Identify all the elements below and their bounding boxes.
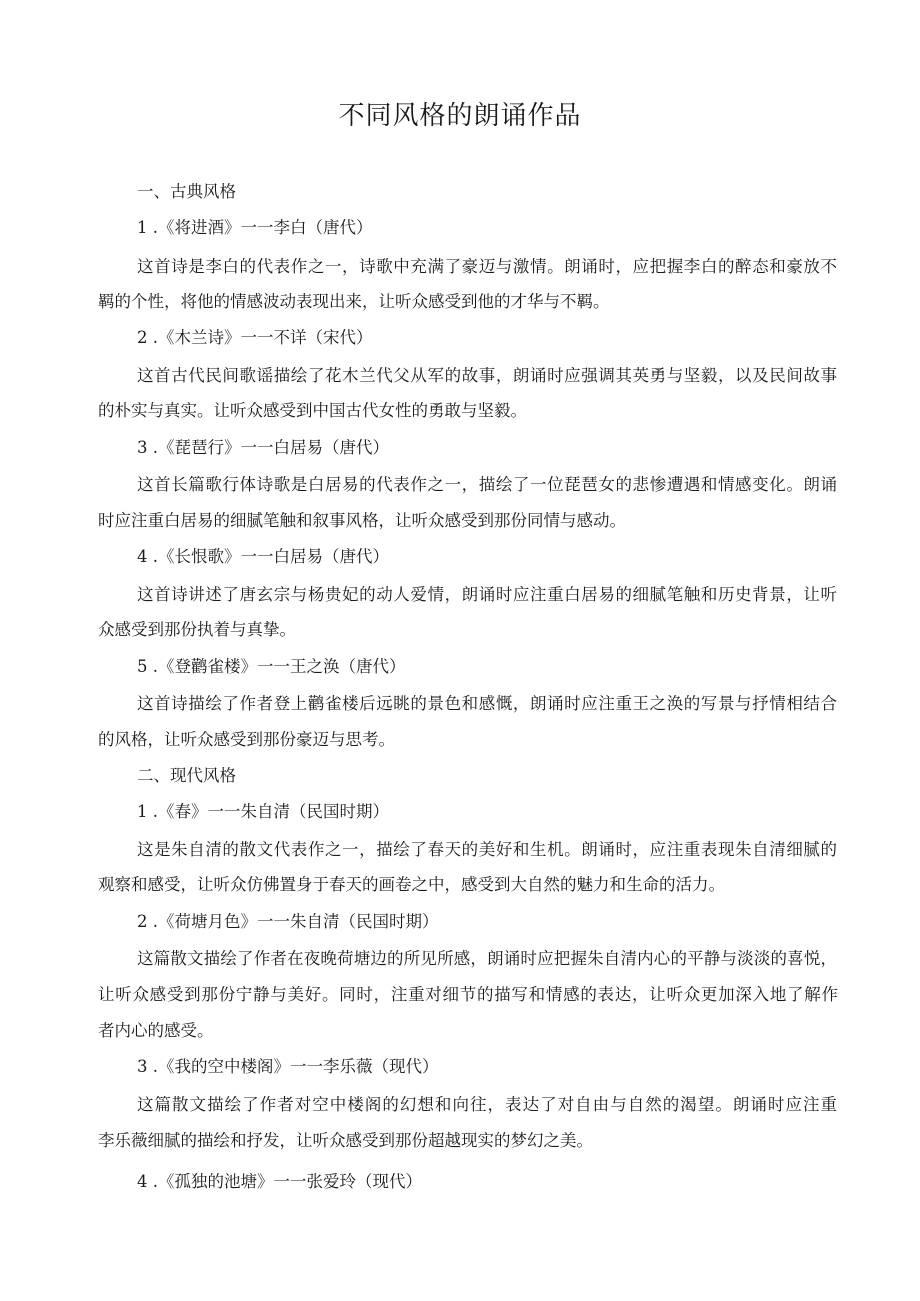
paragraph-line: 这是朱自清的散文代表作之一，描绘了春天的美好和生机。朗诵时，应注重表现朱自清细腻的	[137, 840, 837, 859]
paragraph-line: 众感受到那份执着与真挚。	[98, 620, 296, 639]
work-title: 3 .《我的空中楼阁》一一李乐薇（现代）	[137, 1057, 439, 1076]
paragraph-line: 观察和感受，让听众仿佛置身于春天的画卷之中，感受到大自然的魅力和生命的活力。	[98, 875, 725, 894]
poem-title: 1 .《将进酒》一一李白（唐代）	[137, 218, 373, 237]
poem-title: 5 .《登鹳雀楼》一一王之涣（唐代）	[137, 657, 406, 676]
paragraph-line: 时应注重白居易的细腻笔触和叙事风格，让听众感受到那份同情与感动。	[98, 511, 626, 530]
paragraph-line: 李乐薇细腻的描绘和抒发，让听众感受到那份超越现实的梦幻之美。	[98, 1131, 593, 1150]
poem-title: 3 .《琵琶行》一一白居易（唐代）	[137, 438, 389, 457]
section-heading-modern: 二、现代风格	[137, 766, 236, 785]
paragraph-line: 这篇散文描绘了作者对空中楼阁的幻想和向往，表达了对自由与自然的渴望。朗诵时应注重	[137, 1095, 837, 1114]
work-title: 4 .《孤独的池塘》一一张爱玲（现代）	[137, 1172, 422, 1191]
paragraph-line: 这首诗是李白的代表作之一，诗歌中充满了豪迈与激情。朗诵时，应把握李白的醉态和豪放不	[137, 257, 837, 276]
page-title: 不同风格的朗诵作品	[338, 101, 582, 131]
work-title: 1 .《春》一一朱自清（民国时期）	[137, 802, 389, 821]
work-title: 2 .《荷塘月色》一一朱自清（民国时期）	[137, 912, 439, 931]
paragraph-line: 这首诗描绘了作者登上鹳雀楼后远眺的景色和感慨，朗诵时应注重王之涣的写景与抒情相结合	[137, 694, 837, 713]
poem-title: 2 .《木兰诗》一一不详（宋代）	[137, 328, 373, 347]
paragraph-line: 这首长篇歌行体诗歌是白居易的代表作之一，描绘了一位琵琶女的悲惨遭遇和情感变化。朗诵	[137, 475, 837, 494]
paragraph-line: 羁的个性，将他的情感波动表现出来，让听众感受到他的才华与不羁。	[98, 292, 610, 311]
paragraph-line: 让听众感受到那份宁静与美好。同时，注重对细节的描写和情感的表达，让听众更加深入地了解作	[98, 985, 838, 1004]
paragraph-line: 的风格，让听众感受到那份豪迈与思考。	[98, 730, 395, 749]
paragraph-line: 这首古代民间歌谣描绘了花木兰代父从军的故事，朗诵时应强调其英勇与坚毅，以及民间故事	[137, 366, 837, 385]
paragraph-line: 者内心的感受。	[98, 1021, 214, 1040]
paragraph-line: 的朴实与真实。让听众感受到中国古代女性的勇敢与坚毅。	[98, 401, 527, 420]
section-heading-classical: 一、古典风格	[137, 182, 236, 201]
poem-title: 4 .《长恨歌》一一白居易（唐代）	[137, 547, 389, 566]
paragraph-line: 这篇散文描绘了作者在夜晚荷塘边的所见所感，朗诵时应把握朱自清内心的平静与淡淡的喜悦，	[137, 949, 837, 968]
paragraph-line: 这首诗讲述了唐玄宗与杨贵妃的动人爱情，朗诵时应注重白居易的细腻笔触和历史背景，让听	[137, 585, 837, 604]
